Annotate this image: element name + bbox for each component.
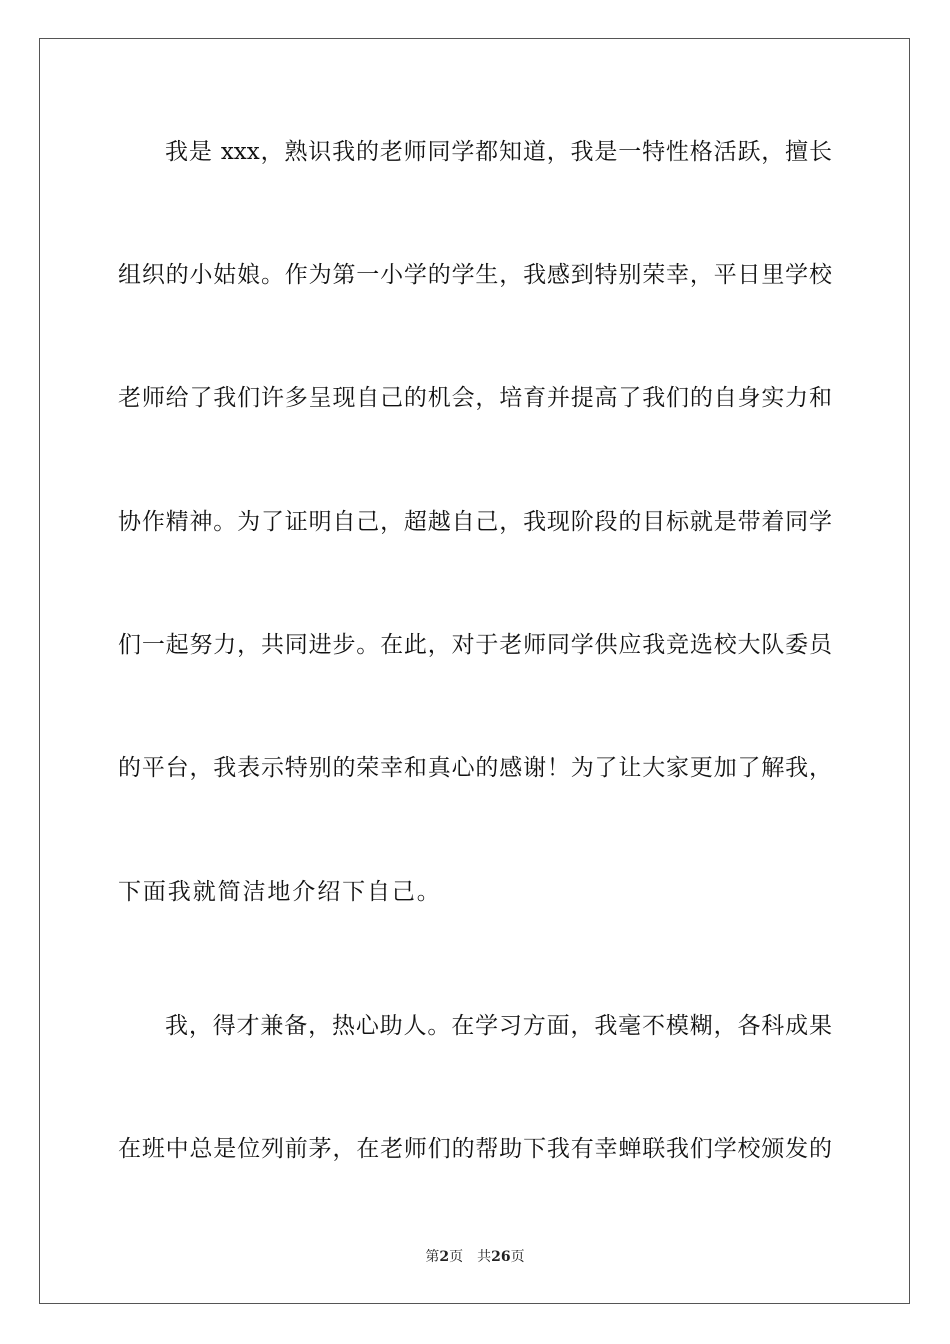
total-label-prefix: 共 [477,1249,492,1265]
paragraph-1-line-4: 协作精神。为了证明自己，超越自己，我现阶段的目标就是带着同学 [118,509,832,535]
paragraph-1-line-1: 我是 xxx，熟识我的老师同学都知道，我是一特性格活跃，擅长 [165,139,832,165]
paragraph-1-line-3: 老师给了我们许多呈现自己的机会，培育并提高了我们的自身实力和 [118,385,832,411]
page-footer [0,1248,950,1266]
paragraph-1-line-5: 们一起努力，共同进步。在此，对于老师同学供应我竞选校大队委员 [118,632,832,658]
paragraph-1-line-2: 组织的小姑娘。作为第一小学的学生，我感到特别荣幸，平日里学校 [118,262,832,288]
page-number: 2 [439,1249,450,1265]
paragraph-2-line-1: 我，得才兼备，热心助人。在学习方面，我毫不模糊，各科成果 [165,1013,832,1039]
page-label-suffix: 页 [449,1249,464,1265]
total-pages: 26 [491,1249,511,1265]
paragraph-1-line-7: 下面我就简洁地介绍下自己。 [118,879,442,905]
paragraph-2-line-2: 在班中总是位列前茅，在老师们的帮助下我有幸蝉联我们学校颁发的 [118,1136,832,1162]
page-frame [39,38,910,1304]
total-label-suffix: 页 [510,1249,525,1265]
page-label-prefix: 第 [425,1249,440,1265]
paragraph-1-line-6: 的平台，我表示特别的荣幸和真心的感谢！为了让大家更加了解我， [118,755,832,781]
